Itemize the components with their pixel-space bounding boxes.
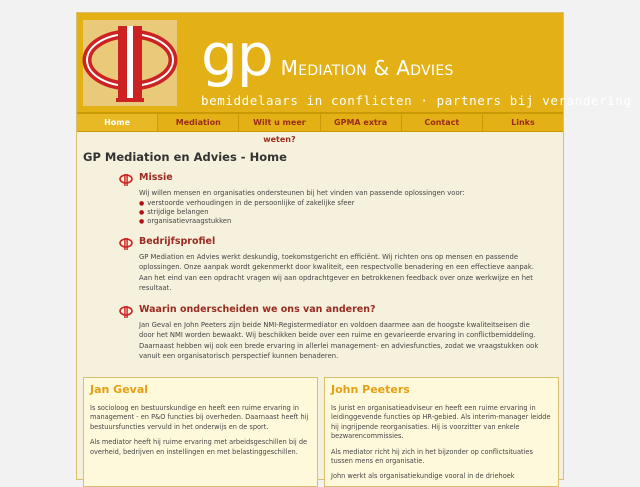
profile-text: Als mediator heeft hij ruime ervaring met arbeidsgeschillen bij de overheid, bedrijven en instellingen en met belastinggeschillen. bbox=[90, 438, 308, 456]
brand-title bbox=[201, 23, 454, 87]
profile-box-jan-geval bbox=[83, 377, 318, 487]
gp-bullet-icon bbox=[119, 173, 133, 187]
gp-bullet-icon bbox=[119, 237, 133, 251]
profile-text: John werkt als organisatiekundige vooral in de driehoek bbox=[331, 472, 515, 481]
section-list bbox=[139, 199, 557, 226]
brand-name: Mediation & Advies bbox=[280, 56, 454, 80]
profile-text: Is socioloog en bestuurskundige en heeft een ruime ervaring in management - en P&O functies bij overheden. Daarnaast heeft hij bestuursfuncties vervuld in het onderwijs en de sport. bbox=[90, 404, 309, 431]
gp-bullet-icon bbox=[119, 305, 133, 319]
section-missie bbox=[83, 172, 557, 226]
list-item: ● verstoorde verhoudingen in de persoonlijke of zakelijke sfeer bbox=[139, 199, 557, 208]
main-nav bbox=[77, 114, 563, 144]
list-item: ● strijdige belangen bbox=[139, 208, 557, 217]
section-onderscheiden bbox=[83, 304, 557, 362]
section-heading: Missie bbox=[139, 172, 173, 183]
nav-item-meer-weten[interactable]: Wilt u meer weten? bbox=[239, 114, 320, 131]
section-heading: Bedrijfsprofiel bbox=[139, 235, 216, 247]
profile-text: Is jurist en organisatieadviseur en heeft een ruime ervaring in leidinggevende functies op HR-gebied. Als interim-manager leidde hij ingrijpende reorganisaties. Hij is voorzitter van enkele bezwarencommissies. bbox=[331, 404, 551, 441]
section-text: GP Mediation en Advies werkt deskundig, toekomstgericht en efficiënt. Wij richten ons op mensen en passende oplossingen. Onze aanpak wordt gekenmerkt door kwaliteit, een respectvolle benadering en een effectieve aanpak. Aan het eind van een opdracht vragen wij aan opdrachtgever en betrokkenen feedback over onze werkwijze en het resultaat. bbox=[139, 252, 534, 292]
logo-icon[interactable] bbox=[83, 20, 177, 106]
section-text: Jan Geval en John Peeters zijn beide NMI-Registermediator en voldoen daarmee aan de hoogste kwaliteitseisen die door het NMI worden bewaakt. Wij beschikken beide over een ruime en gevarieerde ervaring in conflictbemiddeling. Daarnaast hebben wij ook een brede ervaring in allerlei management- en adviesfuncties, zodat we vraagstukken ook vanuit een organisatorisch perspectief kunnen benaderen. bbox=[139, 320, 539, 360]
page-container bbox=[76, 12, 632, 481]
site-header bbox=[77, 13, 632, 114]
nav-item-mediation[interactable]: Mediation bbox=[158, 114, 239, 131]
page-title: GP Mediation en Advies - Home bbox=[83, 150, 287, 164]
main-content bbox=[77, 132, 563, 362]
profile-name: Jan Geval bbox=[90, 383, 149, 396]
profile-boxes bbox=[83, 377, 559, 487]
tagline: bemiddelaars in conflicten · partners bij verandering bbox=[201, 93, 632, 108]
nav-item-contact[interactable]: Contact bbox=[402, 114, 483, 131]
profile-box-john-peeters bbox=[324, 377, 559, 487]
nav-item-home[interactable]: Home bbox=[77, 114, 158, 131]
nav-item-links[interactable]: Links bbox=[511, 118, 535, 127]
nav-item-gpma-extra[interactable]: GPMA extra bbox=[321, 114, 402, 131]
section-bedrijfsprofiel bbox=[83, 236, 557, 294]
list-item: ● organisatievraagstukken bbox=[139, 217, 557, 226]
brand-gp: gp bbox=[201, 21, 273, 89]
section-heading: Waarin onderscheiden we ons van anderen? bbox=[139, 303, 376, 315]
profile-text: Als mediator richt hij zich in het bijzonder op conflictsituaties tussen mens en organisatie. bbox=[331, 447, 533, 466]
profile-name: John Peeters bbox=[331, 383, 410, 396]
section-text: Wij willen mensen en organisaties ondersteunen bij het vinden van passende oplossingen voor: bbox=[139, 189, 465, 197]
